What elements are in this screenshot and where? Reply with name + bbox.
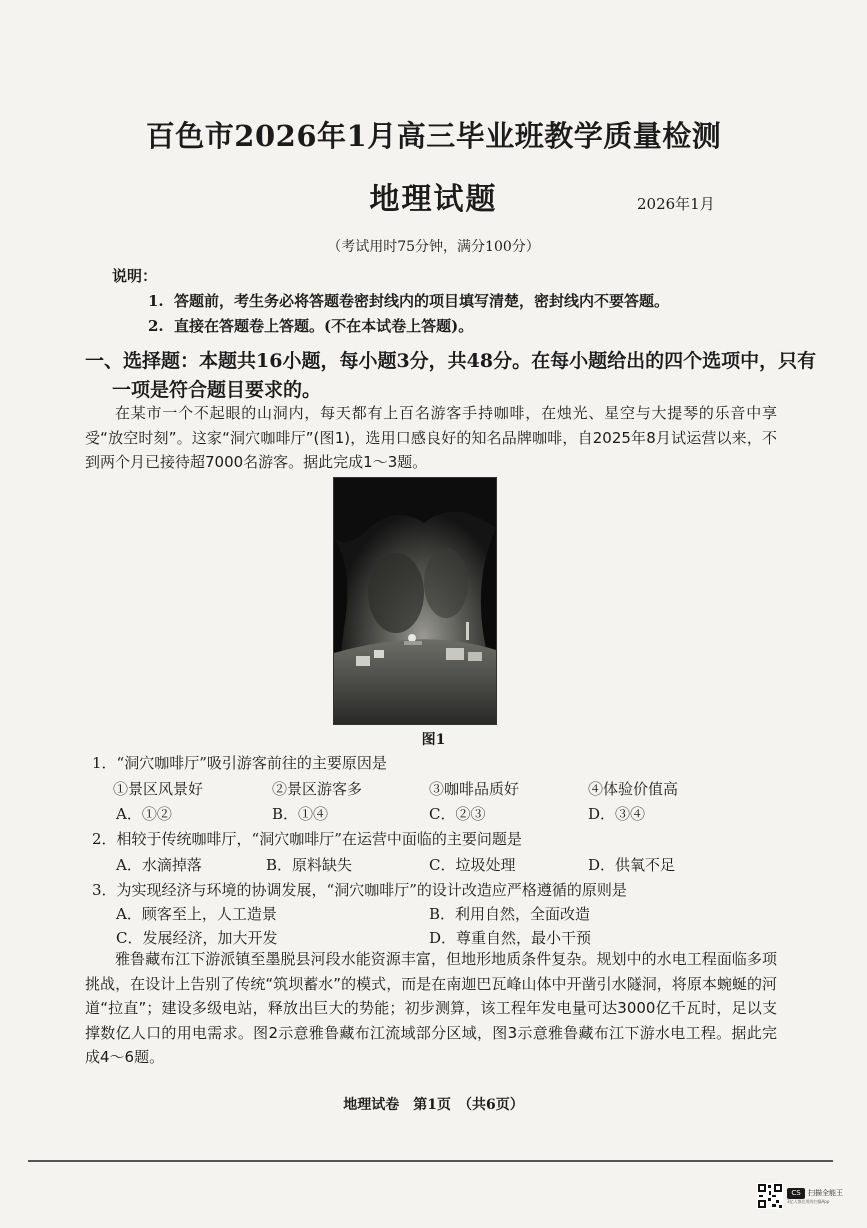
question-3-stem: 3．为实现经济与环境的协调发展，“洞穴咖啡厅”的设计改造应严格遵循的原则是 [92, 881, 627, 899]
page-title: 百色市2026年1月高三毕业班教学质量检测 [145, 119, 722, 153]
q1-option-a: A．①② [116, 805, 172, 823]
exam-info: （考试用时75分钟，满分100分） [327, 239, 540, 255]
note-text: 答题前，考生务必将答题卷密封线内的项目填写清楚，密封线内不要答题。 [174, 292, 670, 310]
note-text: 直接在答题卷上答题。(不在本试卷上答题)。 [174, 317, 474, 335]
figure-1-caption: 图1 [421, 732, 446, 748]
cave-cafe-photo [333, 477, 497, 725]
q1-option-c: C．②③ [429, 805, 486, 823]
question-1-stem: 1．“洞穴咖啡厅”吸引游客前往的主要原因是 [92, 754, 387, 772]
q2-option-c: C．垃圾处理 [429, 856, 516, 874]
section-heading-cont: 一项是符合题目要求的。 [112, 379, 322, 401]
passage-hydropower: 雅鲁藏布江下游派镇至墨脱县河段水能资源丰富，但地形地质条件复杂。规划中的水电工程面临多项挑战，在设计上告别了传统“筑坝蓄水”的模式，而是在南迦巴瓦峰山体中开凿引水隧洞，将原本蜿蜒的河道“拉直”；建设多级电站，释放出巨大的势能；初步测算，该工程年发电量可达3000亿千瓦时，足以支撑数亿人口的用电需求。图2示意雅鲁藏布江流域部分区域，图3示意雅鲁藏布江下游水电工程。据此完成4～6题。 [85, 950, 777, 1066]
passage-cave-cafe: 在某市一个不起眼的山洞内，每天都有上百名游客手持咖啡，在烛光、星空与大提琴的乐音中享受“放空时刻”。这家“洞穴咖啡厅”(图1)，选用口感良好的知名品牌咖啡，自2025年8月试运营以来，不到两个月已接待超7000名游客。据此完成1～3题。 [85, 404, 777, 471]
note-number: 1. [148, 292, 164, 310]
q3-option-b: B．利用自然，全面改造 [429, 905, 591, 923]
note-item [148, 290, 669, 311]
q3-option-c: C．发展经济，加大开发 [116, 929, 278, 947]
subject-title: 地理试题 [369, 182, 498, 217]
scanner-logo-badge: CS [787, 1188, 805, 1199]
notes-heading: 说明： [112, 267, 158, 285]
qr-code-icon [757, 1183, 783, 1209]
question-2-stem: 2．相较于传统咖啡厅，“洞穴咖啡厅”在运营中面临的主要问题是 [92, 830, 522, 848]
q3-option-a: A．顾客至上，人工造景 [116, 905, 277, 923]
q1-item-2: ②景区游客多 [272, 780, 363, 798]
scanner-watermark [757, 1181, 853, 1211]
q1-item-4: ④体验价值高 [588, 780, 679, 798]
q1-item-1: ①景区风景好 [113, 780, 204, 798]
q1-option-b: B．①④ [272, 805, 329, 823]
scanner-tagline: 3亿人都在用的扫描App [787, 1199, 830, 1204]
q1-item-3: ③咖啡品质好 [429, 780, 520, 798]
q2-option-a: A．水滴掉落 [116, 856, 202, 874]
exam-date: 2026年1月 [637, 195, 715, 213]
q2-option-d: D．供氧不足 [588, 856, 676, 874]
note-number: 2. [148, 317, 164, 335]
cave-photo-illustration [334, 478, 496, 724]
page-footer: 地理试卷 第1页 （共6页） [343, 1097, 524, 1113]
q2-option-b: B．原料缺失 [266, 856, 353, 874]
section-heading: 一、选择题：本题共16小题，每小题3分，共48分。在每小题给出的四个选项中，只有 [85, 350, 817, 372]
scanner-app-name: 扫描全能王 [808, 1189, 843, 1197]
bottom-divider [28, 1160, 833, 1162]
q3-option-d: D．尊重自然，最小干预 [429, 929, 592, 947]
q1-option-d: D．③④ [588, 805, 646, 823]
note-item [148, 315, 473, 336]
